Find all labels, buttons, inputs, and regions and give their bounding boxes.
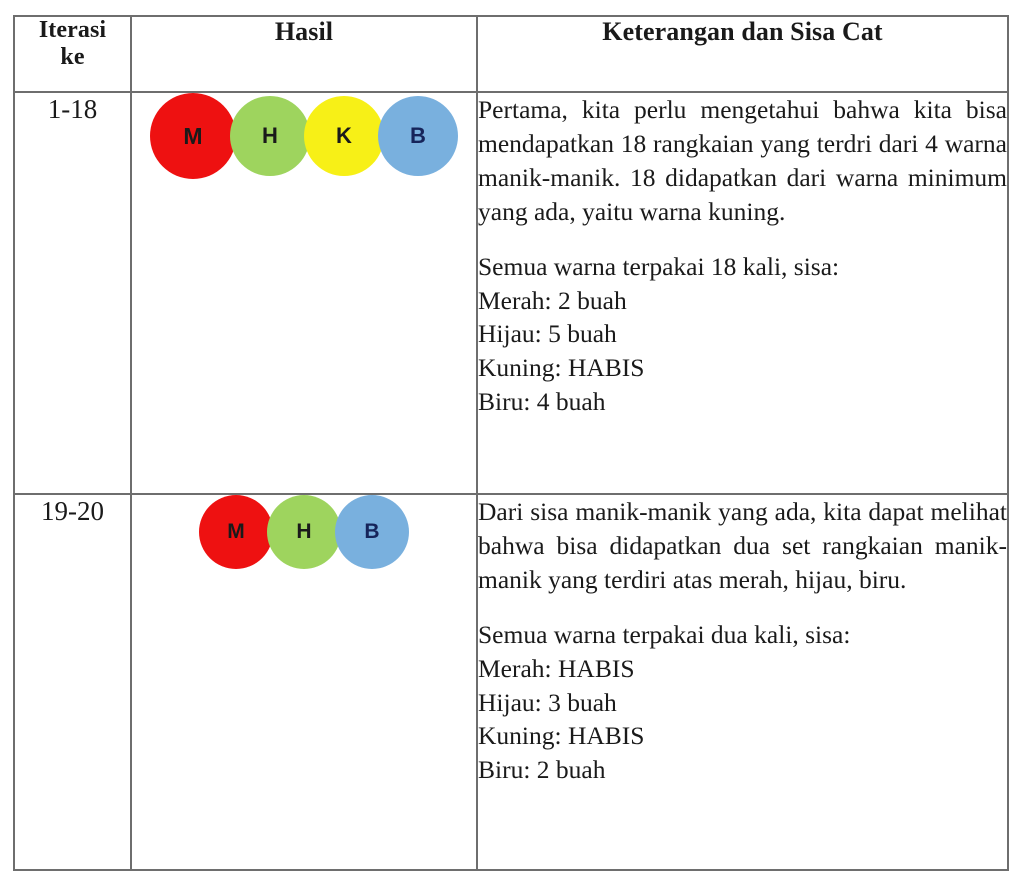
- table-row: [14, 92, 1008, 494]
- bead-chain: [132, 93, 476, 179]
- bead-label: B: [410, 123, 426, 148]
- bead-hijau: [267, 495, 341, 569]
- summary-line-kuning: Kuning: HABIS: [478, 721, 645, 751]
- column-header-description: Keterangan dan Sisa Cat: [477, 16, 1008, 92]
- description-paragraph: Pertama, kita perlu mengetahui bahwa kita bisa mendapatkan 18 rangkaian yang terdri dari 4 warna manik-manik. 18 didapatkan dari warna minimum yang ada, yaitu warna kuning.: [478, 95, 1007, 226]
- bead-kuning: [304, 96, 384, 176]
- description-paragraph: Dari sisa manik-manik yang ada, kita dapat melihat bahwa bisa didapatkan dua set rangkaian manik-manik yang terdiri atas merah, hijau, biru.: [478, 497, 1007, 594]
- bead-label: H: [296, 520, 312, 543]
- summary-heading: Semua warna terpakai 18 kali, sisa:: [478, 251, 840, 281]
- column-header-iteration: [14, 16, 131, 92]
- bead-label: M: [183, 122, 203, 149]
- header-row: [14, 16, 1008, 92]
- bead-hijau: [230, 96, 310, 176]
- cell-iteration-range: 19-20: [14, 494, 131, 870]
- paragraph-spacer: [478, 597, 1007, 618]
- paragraph-spacer: [478, 229, 1007, 250]
- table-header: [14, 16, 1008, 92]
- summary-line-biru: Biru: 2 buah: [478, 755, 606, 785]
- bead-merah: [199, 495, 273, 569]
- summary-line-hijau: Hijau: 5 buah: [478, 319, 617, 349]
- bead-label: B: [364, 520, 380, 543]
- table-body: [14, 92, 1008, 870]
- remaining-summary: [478, 618, 1007, 788]
- cell-bead-diagram: [131, 92, 477, 494]
- column-header-result: Hasil: [131, 16, 477, 92]
- table-row: [14, 494, 1008, 870]
- bead-biru: [335, 495, 409, 569]
- summary-line-merah: Merah: HABIS: [478, 653, 635, 683]
- bead-label: H: [262, 123, 278, 148]
- iteration-table: [13, 15, 1009, 871]
- bead-biru: [378, 96, 458, 176]
- remaining-summary: [478, 250, 1007, 420]
- cell-bead-diagram: [131, 494, 477, 870]
- summary-line-hijau: Hijau: 3 buah: [478, 687, 617, 717]
- cell-description: [477, 494, 1008, 870]
- cell-description: [477, 92, 1008, 494]
- summary-heading: Semua warna terpakai dua kali, sisa:: [478, 619, 851, 649]
- bead-merah: [150, 93, 236, 179]
- bead-chain: [132, 495, 476, 569]
- summary-line-biru: Biru: 4 buah: [478, 387, 606, 417]
- column-header-iteration-line1: Iterasi: [38, 17, 107, 43]
- bead-label: K: [336, 123, 352, 148]
- summary-line-merah: Merah: 2 buah: [478, 285, 627, 315]
- cell-iteration-range: 1-18: [14, 92, 131, 494]
- column-header-iteration-line2: ke: [60, 43, 85, 70]
- summary-line-kuning: Kuning: HABIS: [478, 353, 645, 383]
- bead-label: M: [227, 520, 245, 543]
